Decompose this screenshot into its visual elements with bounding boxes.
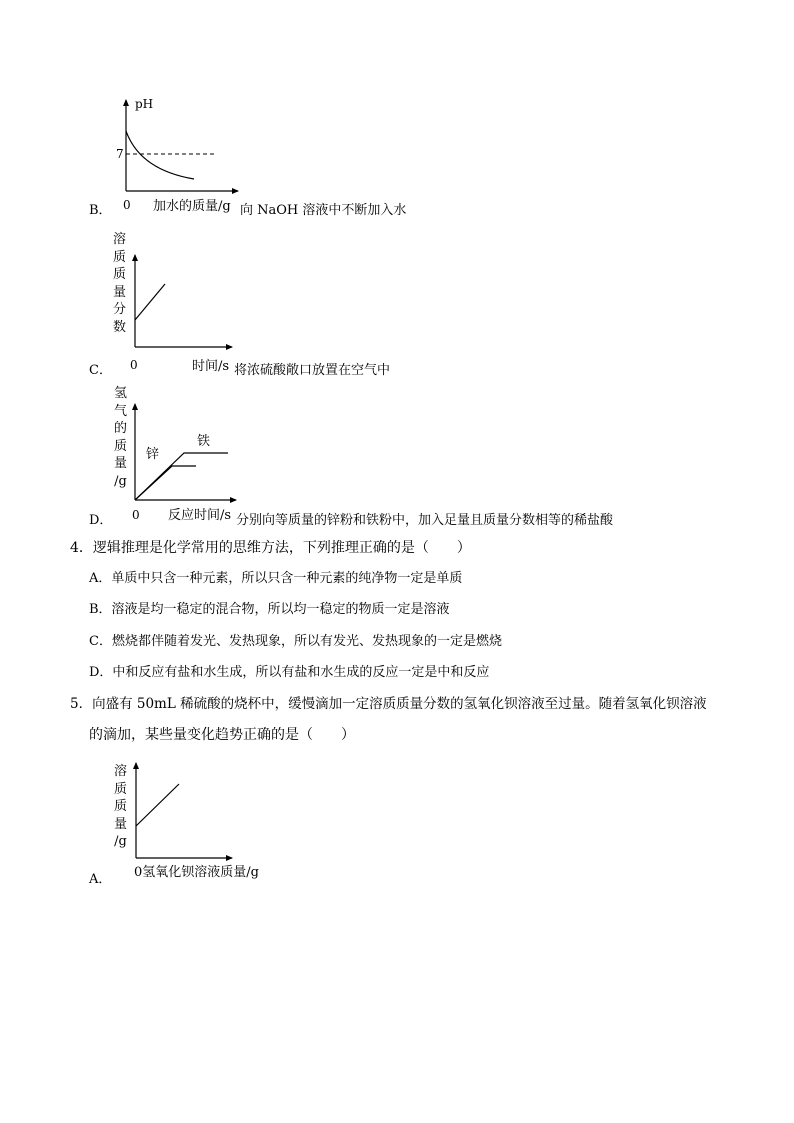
option-d-y-label: 氢 气 的 质 量 /g bbox=[114, 386, 128, 489]
option-d-iron-label: 铁 bbox=[197, 434, 211, 449]
question-4-option-c: C．燃烧都伴随着发光、发热现象，所以有发光、发热现象的一定是燃烧 bbox=[89, 634, 502, 649]
option-d-origin: 0 bbox=[132, 508, 140, 522]
question-4-option-d: D．中和反应有盐和水生成，所以有盐和水生成的反应一定是中和反应 bbox=[89, 665, 490, 680]
option-c-x-label: 时间/s bbox=[192, 359, 230, 374]
option-b-x-label: 加水的质量/g bbox=[153, 199, 231, 214]
option-b-y-label: pH bbox=[135, 97, 154, 111]
option-d-zinc-label: 锌 bbox=[146, 447, 160, 462]
question-5-option-a-x-label: 0氢氧化钡溶液质量/g bbox=[134, 865, 259, 880]
question-5-stem-line-2: 的滴加，某些量变化趋势正确的是（ ） bbox=[89, 727, 355, 743]
option-b-caption: 向 NaOH 溶液中不断加入水 bbox=[240, 203, 407, 218]
option-d-x-label: 反应时间/s bbox=[168, 508, 232, 523]
option-c-origin: 0 bbox=[130, 358, 138, 372]
question-5-option-a-y-label: 溶 质 质 量 /g bbox=[114, 764, 128, 849]
question-5-option-a-line bbox=[136, 784, 179, 826]
option-c-caption: 将浓硫酸敞口放置在空气中 bbox=[234, 363, 391, 378]
option-c-y-label: 溶 质 质 量 分 数 bbox=[113, 232, 127, 335]
option-b-tick-7: 7 bbox=[116, 147, 124, 161]
question-4-stem: 4．逻辑推理是化学常用的思维方法，下列推理正确的是（ ） bbox=[70, 540, 471, 556]
option-b-origin: 0 bbox=[123, 198, 131, 212]
option-d-letter: D． bbox=[89, 513, 113, 528]
question-4-option-b: B．溶液是均一稳定的混合物，所以均一稳定的物质一定是溶液 bbox=[89, 602, 450, 617]
option-d-caption: 分别向等质量的锌粉和铁粉中，加入足量且质量分数相等的稀盐酸 bbox=[236, 513, 614, 528]
option-c-letter: C． bbox=[89, 363, 112, 378]
option-b-letter: B． bbox=[89, 203, 112, 218]
question-5-stem-line-1: 5．向盛有 50mL 稀硫酸的烧杯中，缓慢滴加一定溶质质量分数的氢氧化钡溶液至过量。随着氢氧化钡溶液 bbox=[70, 696, 707, 712]
question-5-option-a-letter: A． bbox=[89, 872, 112, 887]
question-4-option-a: A．单质中只含一种元素，所以只含一种元素的纯净物一定是单质 bbox=[89, 571, 463, 586]
